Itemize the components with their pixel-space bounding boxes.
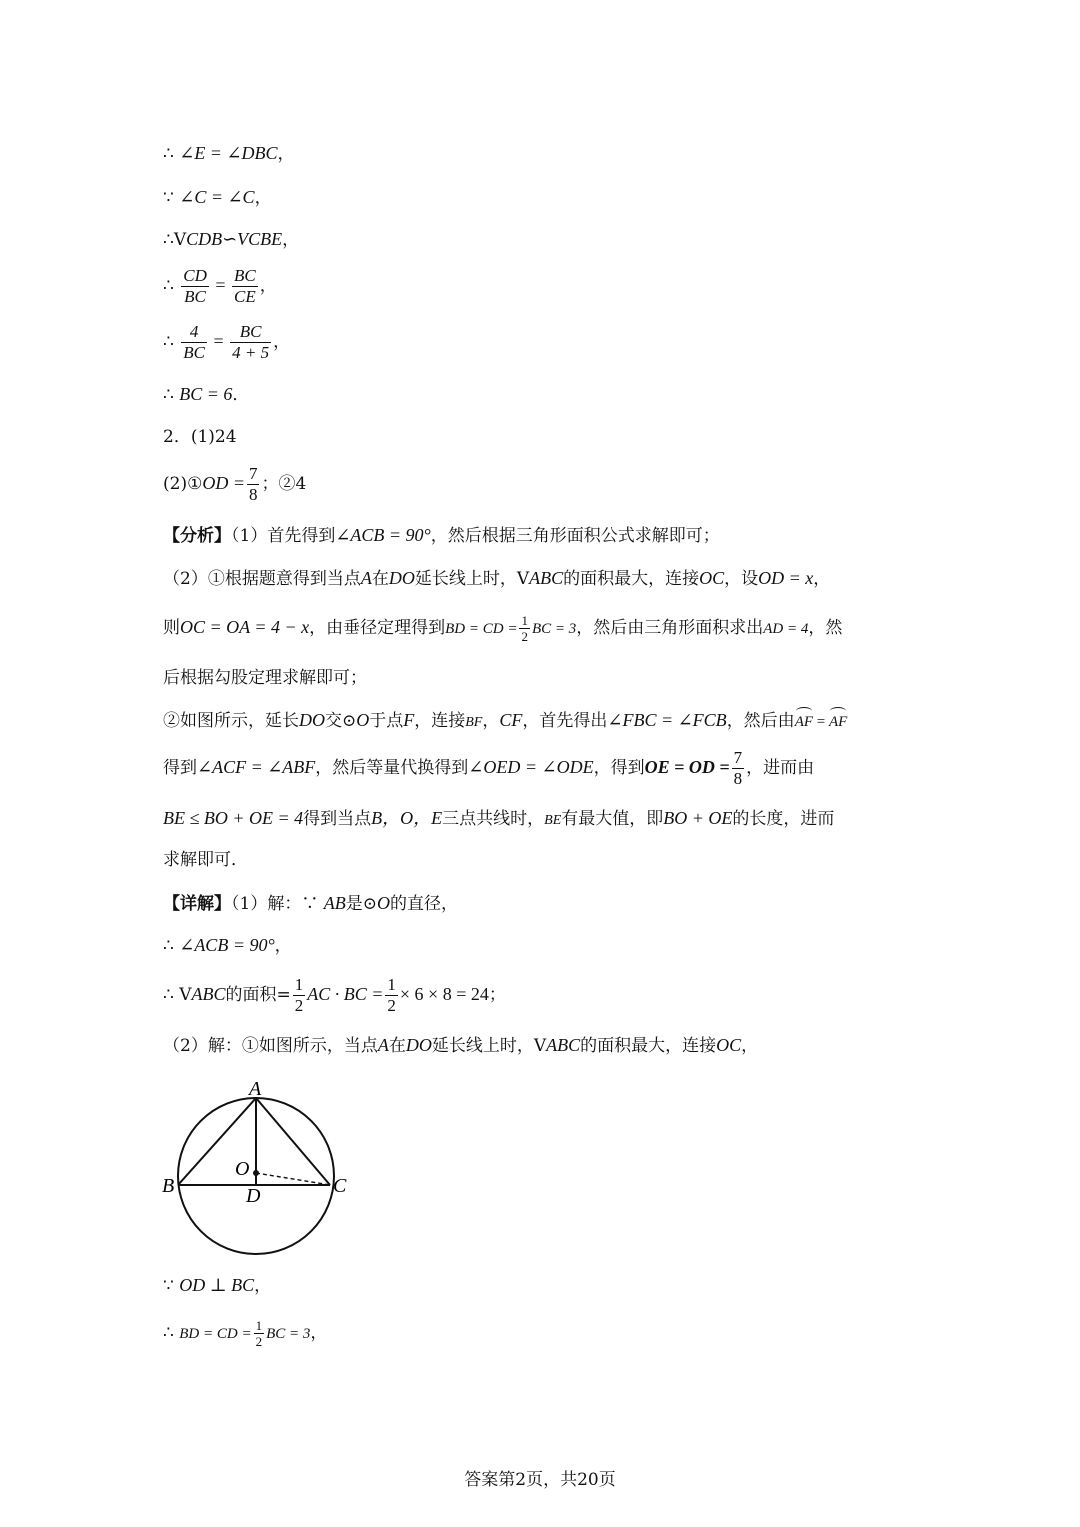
fraction-bc-ce: $\frac{BC}{CE}$ [234,266,256,306]
fraction-half-1: $\frac{1}{2}$ [294,975,304,1015]
fraction-one-half: $\frac{1}{2}$ [521,613,528,644]
math-bc-eq-6: BC = 6 [179,384,233,404]
label-d: D [246,1185,261,1207]
arc-af-1: AF [795,710,813,734]
fraction-half-2: $\frac{1}{2}$ [387,975,396,1015]
q2-answer-2: (2)①OD = $\frac{7}{8}$ ；②4 [163,464,307,504]
analysis-label: 【分析】 [163,526,231,546]
detail-line-5: ∵ OD ⊥ BC， [163,1275,272,1296]
segment-ac [256,1098,330,1185]
detail-line-1: 【详解】（1）解：∵ AB是⊙O的直径， [163,893,458,914]
segment-oc-dashed [256,1173,330,1185]
arc-af-2: AF [829,710,847,734]
analysis-line-3: 则OC = OA = 4 − x，由垂径定理得到BD = CD = $\frac{1}{2}$ BC = 3，然后由三角形面积求出AD = 4，然 [163,613,843,644]
detail-line-4: （2）解：①如图所示，当点A在DO延长线上时，VABC的面积最大，连接OC， [163,1035,759,1056]
proof-line-5: ∴ $\frac{4}{BC}$ = $\frac{BC}{4 + 5}$ ， [163,322,291,362]
proof-line-1: ∴ ∠E = ∠DBC， [163,143,295,164]
analysis-line-2: （2）①根据题意得到当点A在DO延长线上时，VABC的面积最大，连接OC，设OD = x， [163,568,831,589]
fraction-7-8: $\frac{7}{8}$ [248,464,258,504]
proof-line-6: ∴ BC = 6． [163,384,250,405]
fraction-cd-bc: $\frac{CD}{BC}$ [183,266,207,306]
fraction-one-half-b: $\frac{1}{2}$ [255,1318,263,1349]
fraction-4-bc: $\frac{4}{BC}$ [183,322,205,362]
math-angle-c-eq-c: ∠C = ∠C [179,187,255,207]
proof-line-4: ∴ $\frac{CD}{BC}$ = $\frac{BC}{CE}$ ， [163,266,277,306]
label-b: B [162,1175,175,1197]
page-footer: 答案第2页，共20页 [464,1470,616,1490]
label-o: O [235,1158,250,1180]
q2-answer-1: 2．(1)24 [163,427,237,447]
label-c: C [333,1175,347,1197]
math-similar-triangles: CDB∽VCBE [186,229,283,249]
detail-label: 【详解】 [163,894,231,914]
fraction-bc-4plus5: $\frac{BC}{4 + 5}$ [232,322,270,362]
analysis-line-1: 【分析】（1）首先得到∠ACB = 90°，然后根据三角形面积公式求解即可； [163,525,720,546]
point-o [253,1170,259,1176]
fraction-7-8-b: $\frac{7}{8}$ [733,748,743,788]
proof-line-2: ∵ ∠C = ∠C， [163,187,272,208]
detail-line-3: ∴ VABC的面积= $\frac{1}{2}$ AC · BC = $\frac{1}{2}$ × 6 × 8 = 24； [163,975,506,1015]
circle-geometry-figure [160,1078,360,1258]
analysis-line-4: 后根据勾股定理求解即可； [163,668,367,688]
detail-line-6: ∴ BD = CD = $\frac{1}{2}$ BC = 3， [163,1318,328,1349]
math-angle-e-eq-dbc: ∠E = ∠DBC [179,143,278,163]
proof-line-3: ∴VCDB∽VCBE， [163,229,300,250]
label-a: A [249,1078,262,1100]
analysis-line-6: 得到∠ACF = ∠ABF，然后等量代换得到∠OED = ∠ODE，得到OE = OD = $\frac{7}{8}$ ，进而由 [163,748,815,788]
analysis-line-7: BE ≤ BO + OE = 4得到当点B，O，E三点共线时，BE有最大值，即BO + OE的长度，进而 [163,808,835,829]
analysis-line-5: ②如图所示，延长DO交⊙O于点F，连接BF，CF，首先得出∠FBC = ∠FCB，然后由AF = AF [163,708,847,735]
analysis-line-8: 求解即可． [163,850,248,870]
detail-line-2: ∴ ∠ACB = 90°， [163,935,292,956]
